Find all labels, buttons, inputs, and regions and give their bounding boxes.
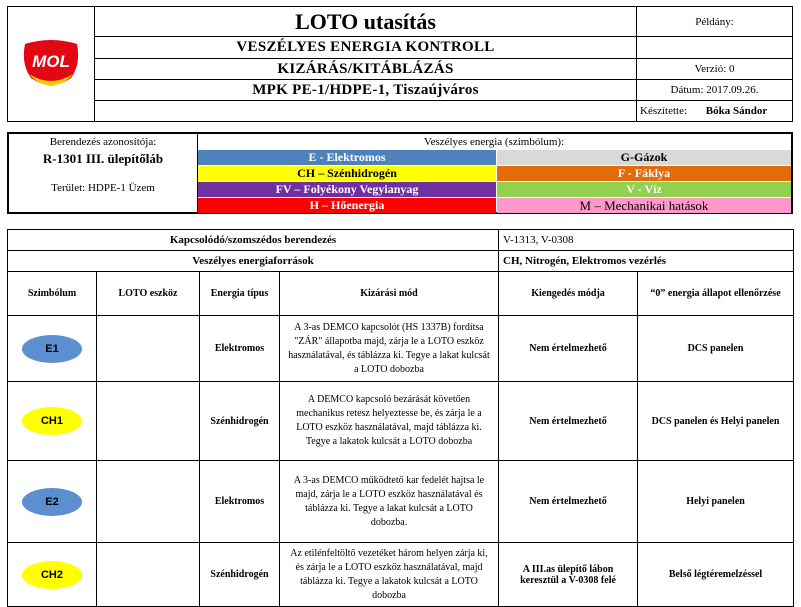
energy-type-cell: Szénhidrogén [200, 543, 280, 607]
energy-v: V - Víz [497, 182, 791, 197]
energy-fv: FV – Folyékony Vegyianyag [198, 182, 496, 197]
energy-panel [7, 132, 793, 214]
col-lockout-method: Kizárási mód [280, 272, 499, 316]
prepared-by-value: Bóka Sándor [705, 105, 768, 117]
equipment-id-value: R-1301 III. ülepítőláb [42, 151, 164, 166]
lockout-method-cell: A 3-as DEMCO működtető kar fedelét hajtsa le majd, zárja le a LOTO eszköz használatával és táblázza ki. Tegye a lakat kulcsát a LOTO dobozba. [280, 461, 499, 543]
symbol-badge: CH2 [22, 561, 82, 589]
loto-table [7, 229, 794, 607]
document-title: LOTO utasítás [95, 7, 637, 37]
symbol-badge: E1 [22, 335, 82, 363]
version-label: Verzió: 0 [637, 59, 793, 80]
logo-text: MOL [32, 51, 70, 71]
mol-logo-icon [19, 34, 83, 90]
energy-sources-label: Veszélyes energiaforrások [8, 251, 499, 272]
zero-energy-check-cell: DCS panelen [638, 316, 794, 382]
header-spacer [95, 101, 637, 122]
loto-device-cell [97, 461, 200, 543]
energy-h: H – Hőenergia [198, 198, 496, 213]
column-header-row [8, 272, 794, 316]
table-row [8, 543, 794, 607]
energy-sources-value: CH, Nitrogén, Elektromos vezérlés [499, 251, 794, 272]
symbol-cell [8, 382, 97, 461]
area-label: Terület: HDPE-1 Üzem [51, 182, 155, 194]
lockout-method-cell: Az etilénfeltöltő vezetéket három helyen zárja ki, és zárja le a LOTO eszköz használatával, majd táblázza ki. Tegye a lakatok kulcsát a LOTO dobozba [280, 543, 499, 607]
release-method-cell: Nem értelmezhető [499, 461, 638, 543]
lockout-method-cell: A 3-as DEMCO kapcsolót (HS 1337B) fordítsa "ZÁR" állapotba majd, zárja le a LOTO eszköz használatával, és táblázza ki. Tegye a lakat kulcsát a LOTO dobozba [280, 316, 499, 382]
loto-device-cell [97, 316, 200, 382]
loto-device-cell [97, 543, 200, 607]
energy-legend-label: Veszélyes energia (szimbólum): [423, 136, 565, 148]
lockout-method-cell: A DEMCO kapcsoló bezárását követően mechanikus retesz helyeztesse be, és zárja le a LOTO eszköz használatával, majd táblázza ki. Tegye a lakatok kulcsát a LOTO dobozba [280, 382, 499, 461]
energy-type-cell: Szénhidrogén [200, 382, 280, 461]
col-symbol: Szimbólum [8, 272, 97, 316]
energy-m: M – Mechanikai hatások [497, 198, 791, 213]
table-row [8, 382, 794, 461]
release-method-cell: Nem értelmezhető [499, 382, 638, 461]
energy-g: G-Gázok [497, 150, 791, 165]
related-equipment-value: V-1313, V-0308 [499, 230, 794, 251]
document-subtitle-3: MPK PE-1/HDPE-1, Tiszaújváros [95, 80, 637, 101]
copies-value [637, 37, 793, 59]
energy-type-cell: Elektromos [200, 316, 280, 382]
col-energy-type: Energia típus [200, 272, 280, 316]
energy-ch: CH – Szénhidrogén [198, 166, 496, 181]
energy-f: F - Fáklya [497, 166, 791, 181]
equipment-info [9, 134, 197, 212]
equipment-id-label: Berendezés azonosítója: [49, 136, 157, 148]
symbol-cell [8, 543, 97, 607]
zero-energy-check-cell: Belső légtéremelzéssel [638, 543, 794, 607]
col-release-method: Kiengedés módja [499, 272, 638, 316]
release-method-cell: A III.as ülepítő lábon keresztül a V-0308 felé [499, 543, 638, 607]
zero-energy-check-cell: Helyi panelen [638, 461, 794, 543]
symbol-cell [8, 461, 97, 543]
date-label: Dátum: 2017.09.26. [637, 80, 793, 101]
related-equipment-label: Kapcsolódó/szomszédos berendezés [8, 230, 499, 251]
zero-energy-check-cell: DCS panelen és Helyi panelen [638, 382, 794, 461]
loto-device-cell [97, 382, 200, 461]
symbol-cell [8, 316, 97, 382]
energy-e: E - Elektromos [198, 150, 496, 165]
table-row [8, 316, 794, 382]
energy-type-cell: Elektromos [200, 461, 280, 543]
prepared-by-label: Készítette: [640, 105, 688, 117]
document-subtitle-1: VESZÉLYES ENERGIA KONTROLL [95, 37, 637, 59]
symbol-badge: CH1 [22, 407, 82, 435]
release-method-cell: Nem értelmezhető [499, 316, 638, 382]
symbol-badge: E2 [22, 488, 82, 516]
copies-label: Példány: [637, 7, 793, 37]
col-loto-device: LOTO eszköz [97, 272, 200, 316]
prepared-by-cell [637, 101, 793, 122]
table-row [8, 461, 794, 543]
col-zero-energy-check: “0” energia állapot ellenőrzése [638, 272, 794, 316]
document-subtitle-2: KIZÁRÁS/KITÁBLÁZÁS [95, 59, 637, 80]
document-header [7, 6, 793, 122]
company-logo-cell [8, 7, 95, 122]
